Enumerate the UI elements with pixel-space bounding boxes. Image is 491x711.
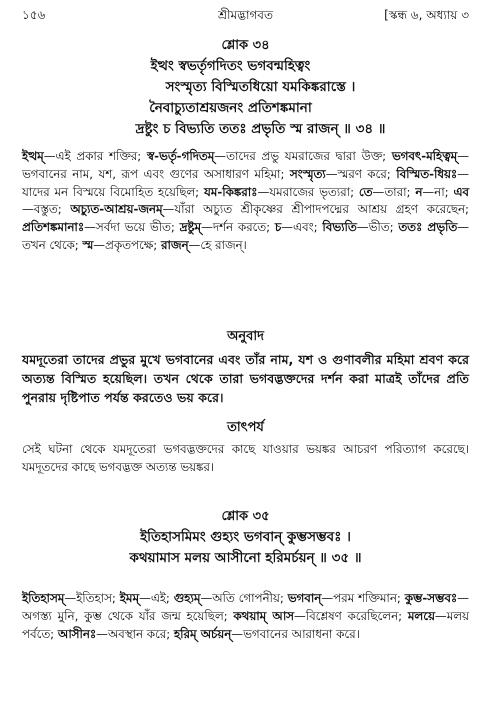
- purport-text: সেই ঘটনা থেকে যমদূতেরা ভগবদ্ভক্তদের কাছে যাওয়ার ভয়ঙ্কর আচরণ পরিত্যাগ করেছে। যমদূতদের কাছে ভগবদ্ভক্ত অত্যন্ত ভয়ঙ্কর।: [22, 442, 469, 474]
- synonym-meaning: —প্রকৃতপক্ষে;: [93, 237, 161, 252]
- synonym-meaning: —যমরাজের ভৃত্যরা;: [257, 184, 359, 199]
- synonym-word: গুহ্যম্: [173, 591, 201, 605]
- synonym-word: ভগবান্: [287, 591, 322, 605]
- synonym-meaning: —এই;: [139, 591, 174, 605]
- synonym-meaning: —বস্তুত;: [22, 202, 71, 217]
- verse-34-line-3: নৈবাচ্যুতাশ্রয়জনং প্রতিশঙ্কমানা: [149, 100, 312, 116]
- synonym-word: কুম্ভ-সম্ভবঃ: [404, 591, 458, 605]
- synonym-word: তে: [358, 184, 373, 199]
- synonym-meaning: —হে রাজন্।: [188, 237, 247, 252]
- synonym-word: স্ম: [82, 237, 94, 252]
- synonym-meaning: —পরম শক্তিমান;: [321, 591, 405, 605]
- synonym-meaning: —ইতিহাস;: [64, 591, 120, 605]
- synonym-meaning: —যাদের মন বিস্ময়ে বিমোহিত হয়েছিল;: [22, 166, 469, 199]
- synonym-word: কথয়াম্ আস: [233, 608, 294, 623]
- verse-34-line-4: দ্রষ্টুং চ বিভ্যতি ততঃ প্রভৃতি স্ম রাজন্ ॥ ৩৪ ॥: [135, 121, 386, 137]
- verse-35-synonyms: [0, 590, 491, 643]
- translation-heading: অনুবাদ: [227, 329, 264, 344]
- synonym-meaning: —স্মরণ করে;: [325, 166, 397, 181]
- synonym-word: ভগবৎ-মহিত্বম্: [391, 149, 458, 163]
- verse-35-line-1: ইতিহাসমিমং গুহ্যং ভগবান্ কুম্ভসম্ভবঃ ।: [140, 529, 351, 545]
- synonym-word: আসীনঃ: [57, 626, 97, 641]
- synonym-word: ন: [415, 184, 423, 199]
- synonym-word: ইত্থম্: [22, 149, 44, 163]
- verse-34-heading: শ্লোক ৩৪: [221, 38, 270, 53]
- book-title: শ্রীমদ্ভাগবত: [217, 8, 273, 22]
- synonym-word: যম-কিঙ্করাঃ: [203, 184, 258, 199]
- verse-35-heading: শ্লোক ৩৫: [221, 509, 270, 524]
- synonym-word: মলয়ে: [407, 608, 435, 623]
- synonym-word: প্রতিশঙ্কমানাঃ: [22, 220, 85, 235]
- synonym-word: সংস্মৃত্য: [289, 166, 326, 181]
- synonym-word: রাজন্: [161, 237, 189, 252]
- synonym-meaning: —যাঁরা অচ্যুত শ্রীকৃষ্ণের শ্রীপাদপদ্মের আশ্রয় গ্রহণ করেছেন;: [162, 202, 469, 217]
- verse-34-synonyms: [0, 148, 491, 255]
- synonym-meaning: —ভীত;: [356, 220, 399, 235]
- synonym-meaning: —তারা;: [372, 184, 416, 199]
- synonym-word: চ: [274, 220, 282, 235]
- synonym-word: স্ব-ভর্তৃ-গদিতম্: [146, 149, 215, 163]
- verse-34-line-1: ইত্থং স্বভর্তৃগদিতং ভগবন্মহিত্বং: [150, 58, 311, 74]
- synonym-meaning: —সর্বদা ভয়ে ভীত;: [84, 220, 180, 235]
- verse-34-line-2: সংস্মৃত্য বিস্মিতধিয়ো যমকিঙ্করাস্তে ।: [165, 79, 356, 95]
- synonym-meaning: —মলয় পর্বতে;: [22, 608, 469, 641]
- verse-35-text: [0, 527, 491, 569]
- purport-heading: তাৎপর্য: [227, 420, 264, 435]
- synonym-word: ইতিহাসম্: [22, 591, 65, 605]
- synonym-meaning: —ভগবানের আরাধনা করে।: [231, 626, 360, 641]
- synonym-meaning: —না;: [422, 184, 454, 199]
- synonym-meaning: —ভগবানের নাম, যশ, রূপ এবং গুণের অসাধারণ মহিমা;: [22, 149, 469, 181]
- synonym-word: এব: [453, 184, 469, 199]
- synonym-meaning: —অগস্ত্য মুনি, কুম্ভ থেকে যাঁর জন্ম হয়েছিল;: [22, 591, 469, 623]
- synonym-word: অচ্যুত-আশ্রয়-জনম্: [70, 202, 163, 217]
- synonym-word: ইমম্: [119, 591, 140, 605]
- synonym-word: বিভ্যতি: [322, 220, 357, 235]
- synonym-meaning: —তাদের প্রভু যমরাজের দ্বারা উক্ত;: [214, 149, 392, 163]
- synonym-word: দ্রষ্টুম্: [179, 220, 202, 235]
- synonym-meaning: —বিশ্লেষণ করেছিলেন;: [293, 608, 408, 623]
- chapter-location: [স্কন্ধ ৬, অধ্যায় ৩: [384, 8, 469, 22]
- synonym-word: হরিম্ অর্চয়ন্: [173, 626, 232, 641]
- synonym-meaning: —অবস্থান করে;: [96, 626, 174, 641]
- synonym-word: ততঃ প্রভৃতি: [398, 220, 458, 235]
- page-header: [22, 6, 469, 24]
- synonym-meaning: —দর্শন করতে;: [201, 220, 275, 235]
- translation-text: যমদূতেরা তাদের প্রভুর মুখে ভগবানের এবং তাঁর নাম, যশ ও গুণাবলীর মহিমা শ্রবণ করে অত্যন্ত বিস্মিত হয়েছিল। তখন থেকে তারা ভগবদ্ভক্তদের দর্শন করা মাত্রই তাঁদের প্রতি পুনরায় দৃষ্টিপাত পর্যন্ত করতেও ভয় করে।: [22, 352, 469, 405]
- synonym-meaning: —অতি গোপনীয়;: [200, 591, 288, 605]
- verse-34-text: [0, 56, 491, 140]
- synonym-word: বিস্মিত-ধিয়ঃ: [396, 166, 458, 181]
- synonym-meaning: —এই প্রকার শক্তির;: [43, 149, 147, 163]
- page-number: ১৫৬: [22, 8, 46, 22]
- verse-35-line-2: কথয়ামাস মলয় আসীনো হরিমর্চয়ন্ ॥ ৩৫ ॥: [129, 550, 362, 566]
- synonym-meaning: —এবং;: [281, 220, 323, 235]
- synonym-meaning: —তখন থেকে;: [22, 220, 470, 252]
